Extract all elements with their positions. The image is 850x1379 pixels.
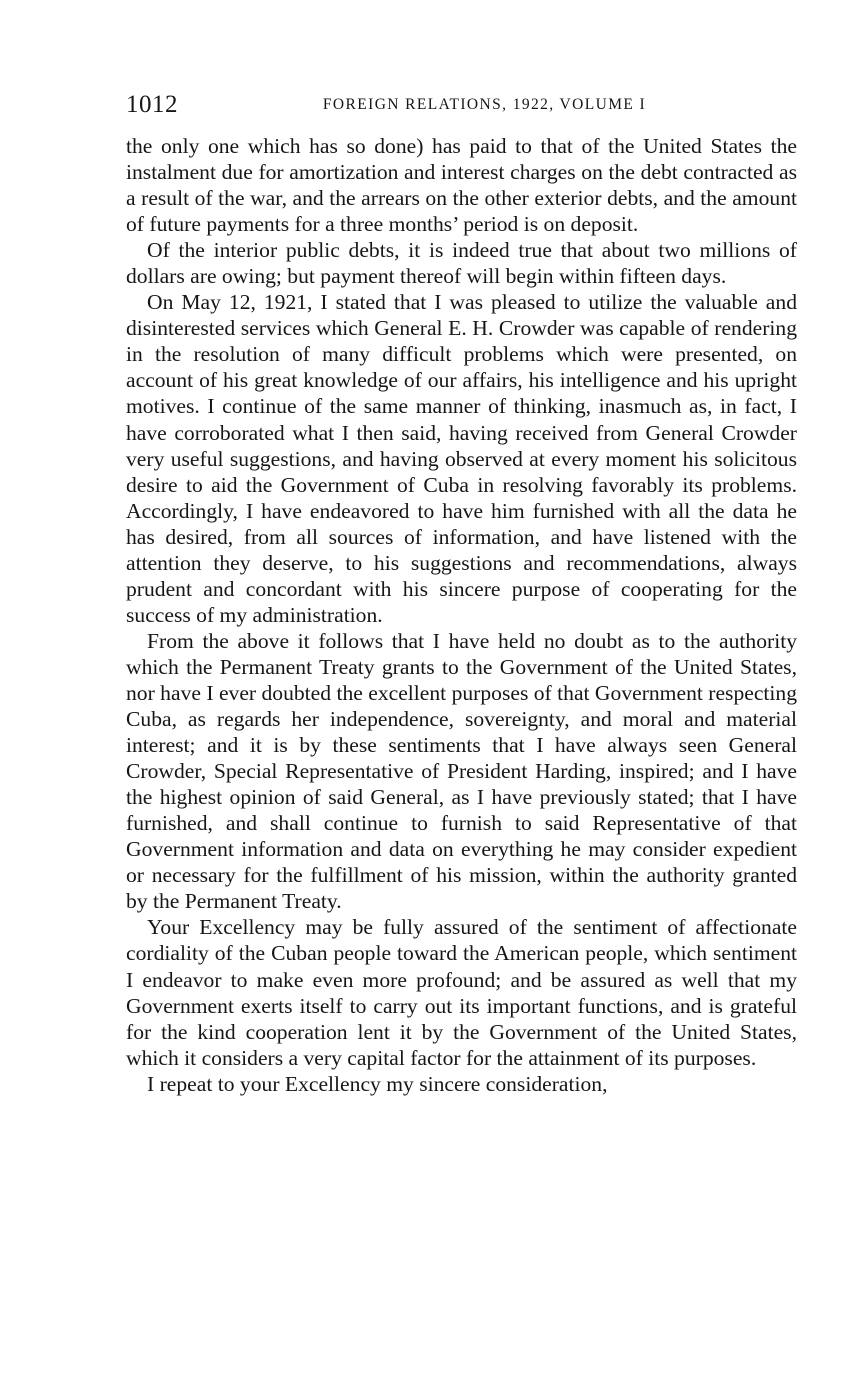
page-header <box>126 88 798 122</box>
paragraph-crowder-services: On May 12, 1921, I stated that I was pleased to utilize the valuable and disinterested services which General E. H. Crowder was capable of rendering in the resolution of many difficult problems which were presented, on account of his great knowledge of our affairs, his intelligence and his upright motives. I continue of the same manner of thinking, inasmuch as, in fact, I have corroborated what I then said, having received from General Crowder very useful suggestions, and having observed at every moment his solicitous desire to aid the Government of Cuba in resolving favorably its problems. Accordingly, I have endeavored to have him furnished with all the data he has desired, from all sources of information, and have listened with the attention they deserve, to his suggestions and recommendations, always prudent and concordant with his sincere purpose of cooperating for the success of my administration. <box>126 290 797 627</box>
document-body <box>126 133 797 1097</box>
paragraph-interior-debts: Of the interior public debts, it is indeed true that about two millions of dollars are owing; but payment thereof will begin within fifteen days. <box>126 238 797 289</box>
paragraph-permanent-treaty: From the above it follows that I have held no doubt as to the authority which the Permanent Treaty grants to the Government of the United States, nor have I ever doubted the excellent purposes of that Government respecting Cuba, as regards her independence, sovereignty, and moral and material interest; and it is by these sentiments that I have always seen General Crowder, Special Representative of President Harding, inspired; and I have the highest opinion of said General, as I have previously stated; that I have furnished, and shall continue to furnish to said Representative of that Government information and data on everything he may consider expedient or necessary for the fulfillment of his mission, within the authority granted by the Permanent Treaty. <box>126 628 797 914</box>
paragraph-cordiality: Your Excellency may be fully assured of the sentiment of affectionate cordiality of the Cuban people toward the American people, which sentiment I endeavor to make even more profound; and be assured as well that my Government exerts itself to carry out its important functions, and is grateful for the kind cooperation lent it by the Government of the United States, which it considers a very capital factor for the attainment of its purposes. <box>126 915 797 1070</box>
page-number: 1012 <box>126 91 178 118</box>
paragraph-continuation: the only one which has so done) has paid to that of the United States the instalment due for amortization and interest charges on the debt contracted as a result of the war, and the arrears on the other exterior debts, and the amount of future payments for a three months’ period is on deposit. <box>126 134 797 237</box>
running-head: FOREIGN RELATIONS, 1922, VOLUME I <box>322 96 647 113</box>
paragraph-closing: I repeat to your Excellency my sincere consideration, <box>147 1071 608 1096</box>
